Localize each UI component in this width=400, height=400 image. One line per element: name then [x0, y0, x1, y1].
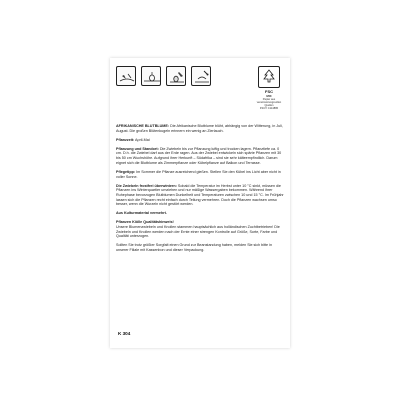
garantie-paragraph: [116, 243, 284, 252]
seed-packet-back: [110, 58, 290, 348]
intro-body: Die Afrikanische Blutblume blüht, abhängig von der Witterung, in Juli, August. Die großen Blütenkugeln erinnern ein wenig an Zierlauch.: [116, 124, 283, 133]
intro-heading: AFRIKANISCHE BLUTBLUME:: [116, 124, 170, 128]
pflege-heading: Pflegetipp:: [116, 169, 136, 174]
fsc-sub-line: Papier aus verantwortungsvollen Quellen: [256, 98, 282, 107]
planting-steps: [116, 66, 284, 110]
pflanzung-paragraph: [116, 147, 284, 166]
pflanzzeit-body: April-Mai: [134, 137, 150, 142]
pflanzung-heading: Pflanzung und Standort:: [116, 146, 159, 151]
kultur-heading: Aus Kulturmaterial vermehrt.: [116, 211, 167, 216]
ueberwintern-heading: Die Zwiebeln frostfrei überwintern:: [116, 183, 177, 188]
ueberwintern-body: Sobald die Temperatur im Herbst unter 10 °C sinkt, müssen die Pflanzen ins Winterquartier umziehen und nur mäßige Wassergaben bekommen. Während ihrer Ruhephase bevorzugen Blutblumen Dunkelheit und Temperaturen zwischen 10 und 15 °C. Im Frühjahr lassen sich die Pflanzen recht einfach durch Teilung vermehren. Doch die Pflanzen wachsen umso besser, wenn die Wurzeln nicht gestört werden.: [116, 183, 284, 207]
pflanzzeit-paragraph: [116, 138, 284, 143]
quali-paragraph: [116, 220, 284, 239]
description-text: [116, 124, 284, 253]
kultur-paragraph: [116, 211, 284, 216]
article-code: K 304: [118, 331, 131, 336]
fsc-mark: FSC: [265, 89, 273, 94]
fsc-certification: [254, 66, 284, 110]
pflanzung-body: Die Zwiebeln bis zur Pflanzung luftig und trocken lagern. Pflanztiefe ca. 0 cm. D.h. die Zwiebel darf aus der Erde ragen. Aus der Zwiebel entwickeln sich spärte Pflanzen mit 30 bis 50 cm Wuchshöhe. Aufgrund ihrer Herkunft – Südafrika – sind sie sehr kälteempfindlich. Darum eignet sich die Blutblume als Zimmerpflanze oder Kübelpflanze auf Balkon und Terrasse.: [116, 146, 282, 165]
planting-step-1-icon: [116, 66, 136, 86]
fsc-license: FSC® C114886: [259, 107, 279, 110]
planting-step-4-icon: [191, 66, 211, 86]
pflanzzeit-heading: Pflanzzeit:: [116, 137, 135, 142]
planting-step-2-icon: [141, 66, 161, 86]
pflege-paragraph: [116, 170, 284, 179]
quali-heading: Pflanzen Kiölle Qualitätshinweis!: [116, 220, 174, 225]
fsc-mix-label: MIX: [266, 94, 272, 98]
pflege-body: Im Sommer die Pflanze ausreichend gießen. Stellen Sie den Kübel ins Licht aber nicht in voller Sonne.: [116, 169, 281, 179]
planting-step-3-icon: [166, 66, 186, 86]
quali-body: Unsere Blumenzwiebeln und Knollen stammen hauptsächlich aus holländischen Zuchtbetrieben! Die Zwiebeln und Knollen werden nach der Ernte einer strengen Kontrolle auf Größe, Sorte, Farbe und Qualität unterzogen.: [116, 225, 280, 239]
fsc-tree-logo-icon: [258, 66, 280, 88]
garantie-body: Sollten Sie trotz größter Sorgfalt einen Grund zur Beanstandung haben, melden Sie sich bitte in unserer Filiale mit Kassenbon und dieser Verpackung.: [116, 243, 272, 253]
ueberwintern-paragraph: [116, 184, 284, 208]
intro-paragraph: [116, 124, 284, 133]
